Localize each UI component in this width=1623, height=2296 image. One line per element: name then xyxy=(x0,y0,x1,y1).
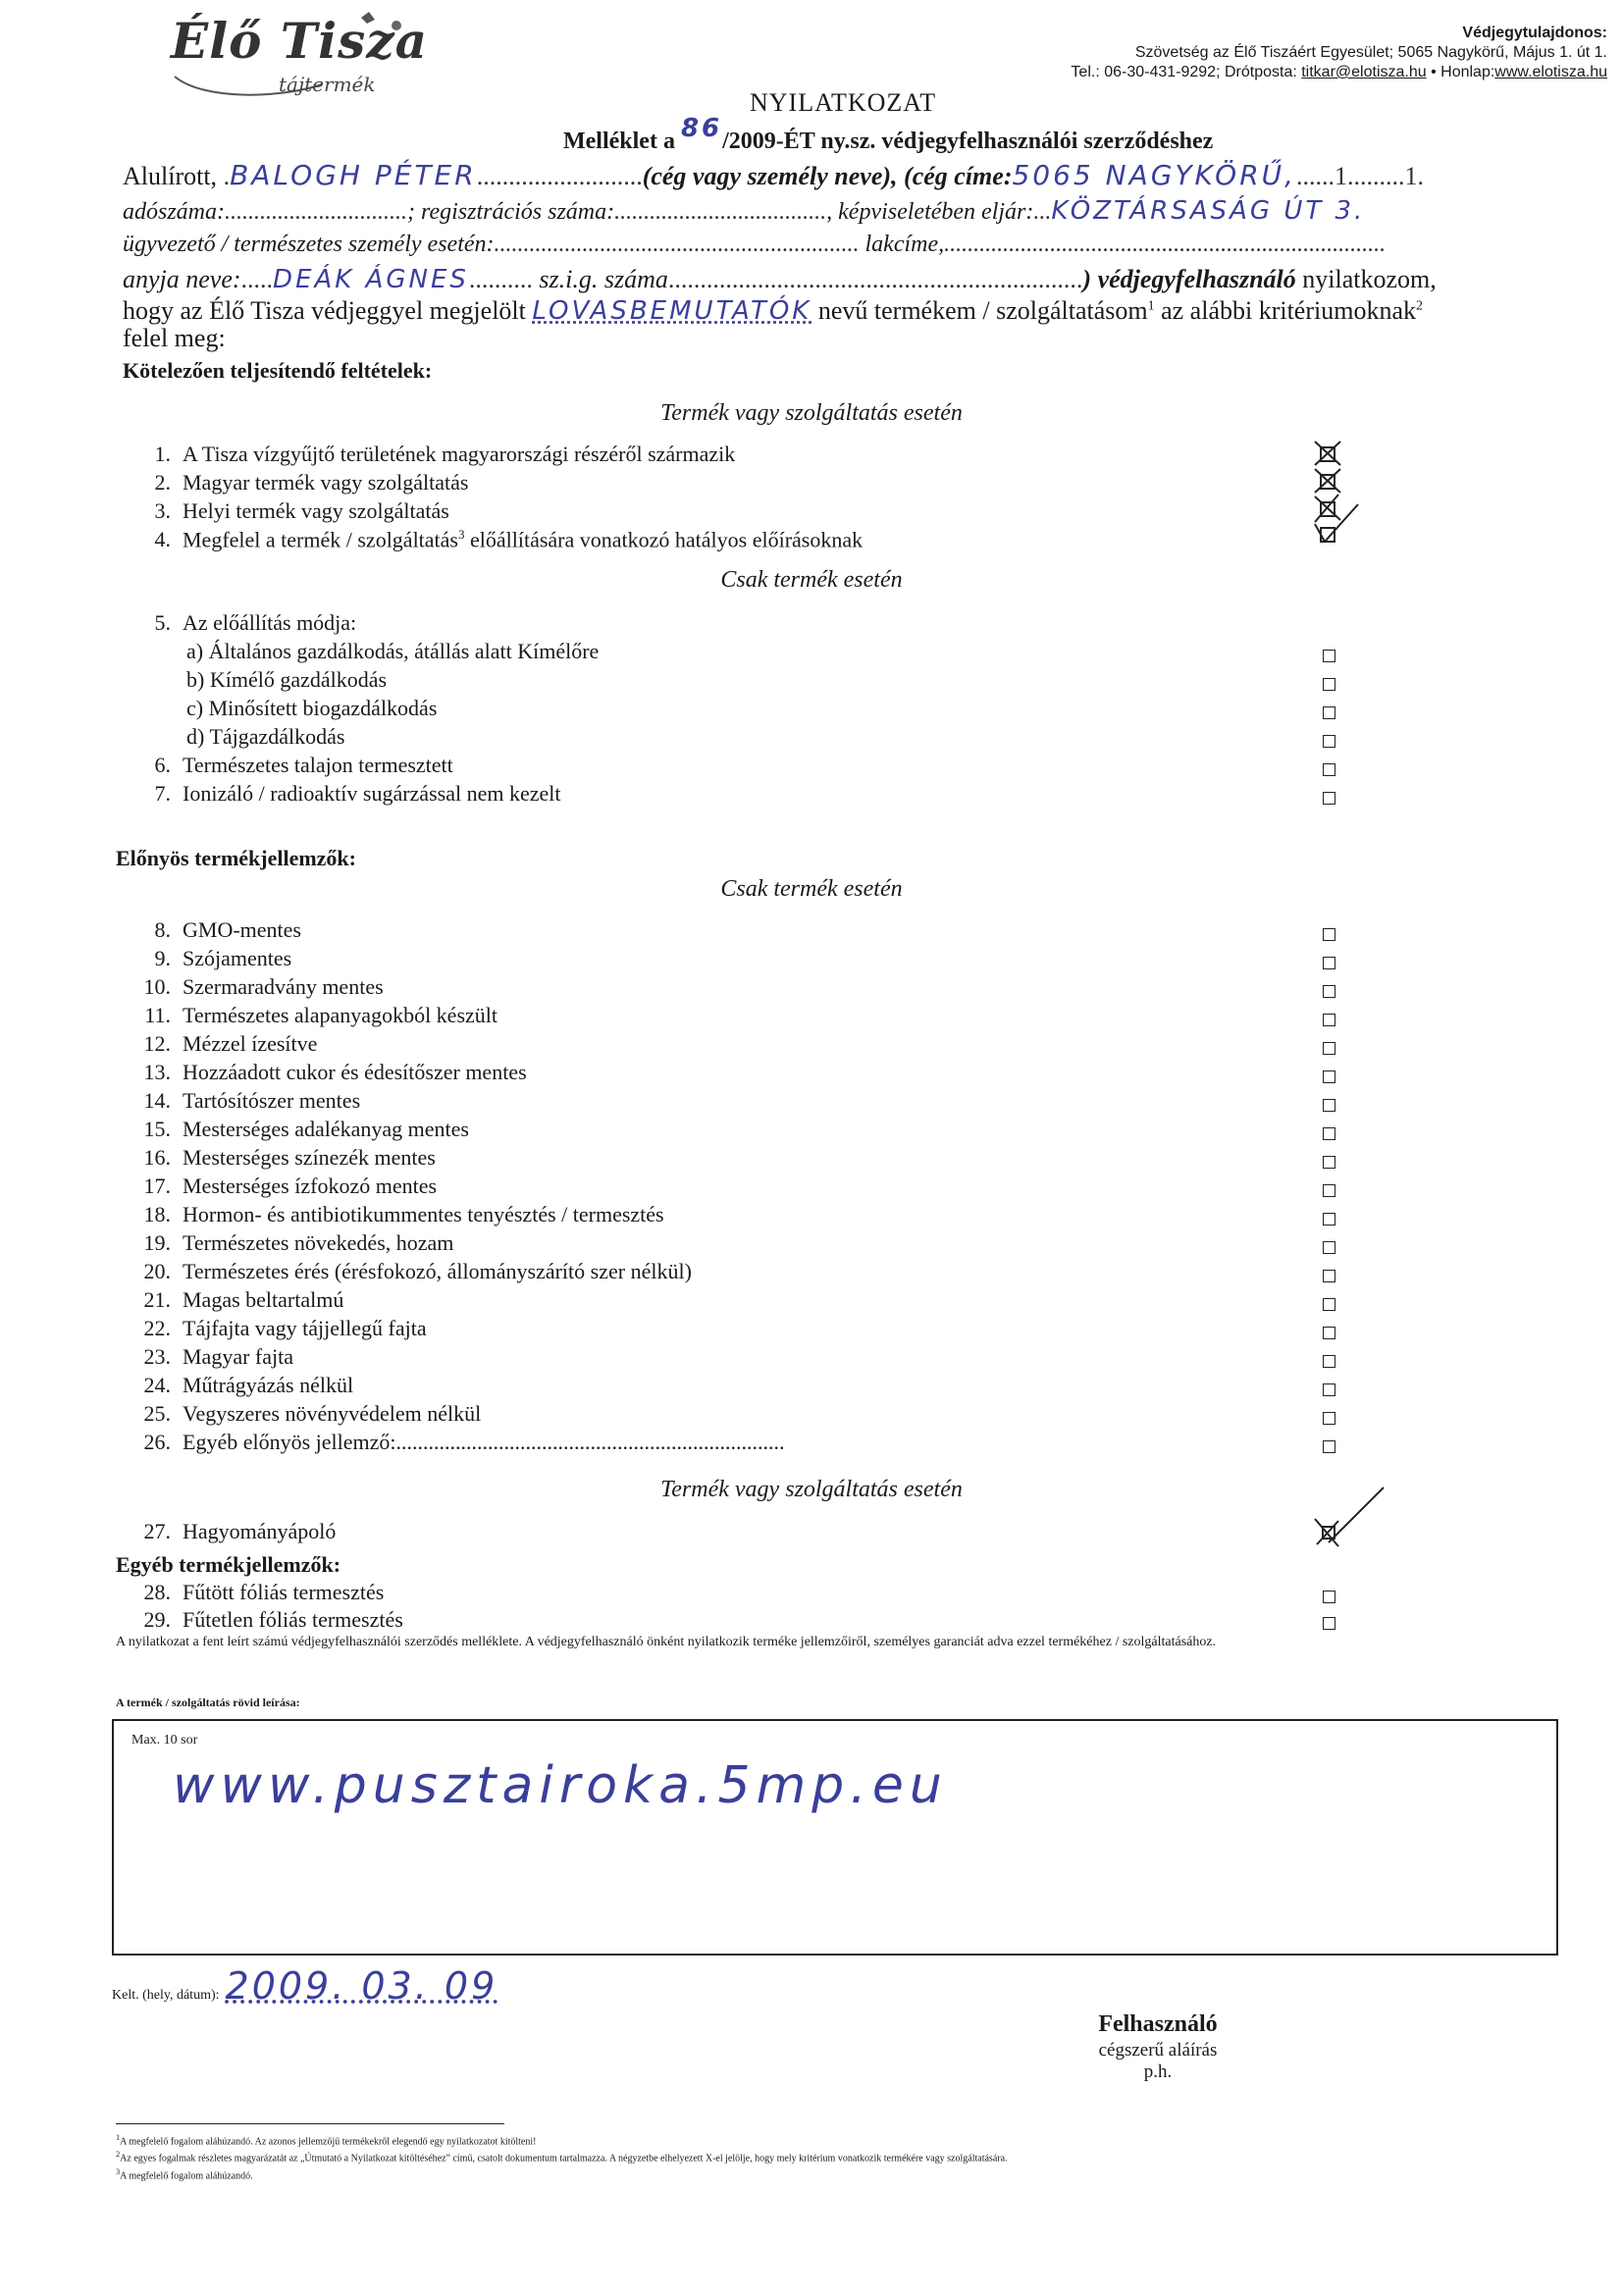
item-text: A Tisza vízgyűjtő területének magyarországi részéről származik xyxy=(183,442,736,466)
item-number: 28. xyxy=(143,1580,171,1604)
list-item xyxy=(116,1316,427,1341)
item-text: Mesterséges színezék mentes xyxy=(183,1145,436,1170)
checkbox-21[interactable] xyxy=(1323,1298,1335,1311)
checkbox-23[interactable] xyxy=(1323,1355,1335,1368)
declarant-line: Alulírott, .BALOGH PÉTER..........................(cég vagy személy neve), (cég címe:5065 NAGYKÖRŰ,......1.........1. xyxy=(123,159,1425,191)
item-text: Természetes alapanyagokból készült xyxy=(183,1003,497,1027)
list-item xyxy=(116,1580,384,1605)
list-item xyxy=(116,442,735,467)
item-number: 2. xyxy=(154,470,171,495)
list-item xyxy=(116,753,453,778)
item-number: 29. xyxy=(143,1607,171,1632)
label-kriteriumoknak: az alábbi kritériumoknak xyxy=(1154,296,1416,325)
item-text: Általános gazdálkodás, átállás alatt Kímélőre xyxy=(208,639,600,663)
checkbox-13[interactable] xyxy=(1323,1070,1335,1083)
checkbox-5a[interactable] xyxy=(1323,650,1335,662)
label-termekem: nevű termékem / szolgáltatásom xyxy=(812,296,1148,325)
list-item xyxy=(116,946,291,971)
list-item xyxy=(116,974,384,1000)
item-number: 26. xyxy=(143,1430,171,1454)
item-text: Tájfajta vagy tájjellegű fajta xyxy=(183,1316,427,1340)
list-item xyxy=(116,1344,293,1370)
doc-subtitle xyxy=(563,114,1214,155)
item-text: Fűtetlen fóliás termesztés xyxy=(183,1607,403,1632)
item-text: Tájgazdálkodás xyxy=(209,724,345,749)
item-text: Ionizáló / radioaktív sugárzással nem kezelt xyxy=(183,781,561,806)
item-text: GMO-mentes xyxy=(183,917,301,942)
footnote-ref-1: 1 xyxy=(1147,298,1155,314)
label-szig: sz.i.g. száma xyxy=(532,265,668,293)
signature-title: Felhasználó xyxy=(1098,2011,1218,2037)
list-item xyxy=(116,470,468,496)
subtitle-suffix: /2009-ÉT ny.sz. védjegyfelhasználói szerződéshez xyxy=(722,129,1214,154)
owner-web-link[interactable]: www.elotisza.hu xyxy=(1494,64,1607,80)
owner-contact xyxy=(1071,63,1607,82)
tax-line: adószáma:...............................; regisztrációs száma:...................................., képviseletében eljár:...KÖZTÁRSASÁG ÚT 3. xyxy=(123,196,1366,226)
footnote-sup: 2 xyxy=(116,2150,121,2160)
trademark-owner xyxy=(1071,24,1607,82)
label-regisztracios: ; regisztrációs száma: xyxy=(407,199,615,225)
item-number: 12. xyxy=(143,1031,171,1056)
item-number: 7. xyxy=(154,781,171,806)
list-item xyxy=(116,781,560,807)
list-item xyxy=(116,1607,403,1633)
item-text: Mézzel ízesítve xyxy=(183,1031,318,1056)
checkbox-7[interactable] xyxy=(1323,792,1335,805)
item-text: Kímélő gazdálkodás xyxy=(209,667,388,692)
list-item xyxy=(116,1202,664,1227)
checkbox-11[interactable] xyxy=(1323,1014,1335,1026)
section-product-or-service-2: Termék vagy szolgáltatás esetén xyxy=(660,1477,963,1502)
footnote-text: A megfelelő fogalom aláhúzandó. Az azonos jellemzőjű termékekről elegendő egy nyilatkozatot kitölteni! xyxy=(120,2136,537,2148)
item-number: 5. xyxy=(154,610,171,635)
owner-address: Szövetség az Élő Tiszáért Egyesület; 5065 Nagykörű, Május 1. út 1. xyxy=(1134,44,1607,61)
signature-line1: cégszerű aláírás xyxy=(1098,2040,1218,2061)
item-number: 4. xyxy=(154,527,171,552)
date-line xyxy=(112,1964,497,2008)
checkbox-25[interactable] xyxy=(1323,1412,1335,1425)
label-kepviselet: , képviseletében eljár: xyxy=(826,199,1034,225)
label-lakcime: lakcíme, xyxy=(859,232,945,257)
item-text: Fűtött fóliás termesztés xyxy=(183,1580,385,1604)
doc-title: NYILATKOZAT xyxy=(750,88,937,117)
item-text: Szermaradvány mentes xyxy=(183,974,384,999)
list-item xyxy=(116,1031,317,1057)
logo-wordmark: Élő Tisza xyxy=(171,12,429,70)
item-number: 25. xyxy=(143,1401,171,1426)
footnote-text: A megfelelő fogalom aláhúzandó. xyxy=(120,2169,253,2181)
section-mandatory: Kötelezően teljesítendő feltételek: xyxy=(123,358,433,383)
checkbox-12[interactable] xyxy=(1323,1042,1335,1055)
list-item xyxy=(116,1430,785,1455)
list-item xyxy=(116,1230,453,1256)
item-text: Mesterséges adalékanyag mentes xyxy=(183,1117,469,1141)
footnote-sup: 1 xyxy=(116,2133,121,2142)
section-product-or-service: Termék vagy szolgáltatás esetén xyxy=(660,400,963,426)
list-item xyxy=(186,667,387,693)
item-text: Természetes talajon termesztett xyxy=(183,753,453,777)
signature-block xyxy=(1060,2011,1256,2083)
checkbox-18[interactable] xyxy=(1323,1213,1335,1226)
checkbox-22[interactable] xyxy=(1323,1327,1335,1339)
handwritten-x-marks-icon xyxy=(1305,432,1364,569)
item-letter: a) xyxy=(186,639,204,663)
owner-title: Védjegytulajdonos: xyxy=(1462,25,1607,41)
description-hint: Max. 10 sor xyxy=(131,1733,198,1748)
item-number: 17. xyxy=(143,1174,171,1198)
item-letter: d) xyxy=(186,724,205,749)
production-method xyxy=(116,610,356,636)
description-label: A termék / szolgáltatás rövid leírása: xyxy=(116,1696,300,1709)
felel-meg-line: felel meg: xyxy=(123,324,226,352)
list-item xyxy=(116,1145,436,1171)
item-number: 22. xyxy=(143,1316,171,1340)
checkbox-15[interactable] xyxy=(1323,1127,1335,1140)
footnote-text: Az egyes fogalmak részletes magyarázatát az „Útmutató a Nyilatkozat kitöltéséhez” című, csatolt dokumentum tartalmazza. A négyzetbe elhelyezett X-el jelölje, hogy mely kritérium vonatkozik termékére vagy szolgáltatására. xyxy=(120,2153,1008,2165)
item-number: 9. xyxy=(154,946,171,970)
footnotes xyxy=(116,2131,1529,2182)
list-item xyxy=(116,1373,353,1398)
checkbox-8[interactable] xyxy=(1323,928,1335,941)
product-line xyxy=(123,296,1423,326)
label-vedjeggyel: hogy az Élő Tisza védjeggyel megjelölt xyxy=(123,296,533,325)
section-product-only: Csak termék esetén xyxy=(720,567,903,593)
handwritten-x-mark-icon xyxy=(1305,1480,1393,1548)
item-number: 3. xyxy=(154,498,171,523)
item-number: 6. xyxy=(154,753,171,777)
checkbox-19[interactable] xyxy=(1323,1241,1335,1254)
item-number: 20. xyxy=(143,1259,171,1283)
footnote-divider xyxy=(116,2123,504,2124)
company-street: KÖZTÁRSASÁG ÚT 3. xyxy=(1051,196,1366,226)
logo xyxy=(165,8,430,101)
item-text: Az előállítás módja: xyxy=(183,610,357,635)
item-number: 8. xyxy=(154,917,171,942)
description-value: www.pusztairoka.5mp.eu xyxy=(173,1756,948,1815)
contract-number: 86 xyxy=(680,114,723,143)
item-text: Megfelel a termék / szolgáltatás xyxy=(183,527,458,552)
item-number: 11. xyxy=(144,1003,171,1027)
owner-email-link[interactable]: titkar@elotisza.hu xyxy=(1301,64,1427,80)
list-item xyxy=(116,527,863,552)
checkbox-14[interactable] xyxy=(1323,1099,1335,1112)
checkbox-17[interactable] xyxy=(1323,1184,1335,1197)
label-alulirott: Alulírott, xyxy=(123,162,224,190)
section-advantageous: Előnyös termékjellemzők: xyxy=(116,846,356,870)
item-text: Műtrágyázás nélkül xyxy=(183,1373,354,1397)
item-number: 27. xyxy=(143,1519,171,1543)
manager-line: ügyvezető / természetes személy esetén:.............................................................. lakcíme,........................................................................... xyxy=(123,232,1387,257)
item-text: Mesterséges ízfokozó mentes xyxy=(183,1174,438,1198)
list-item xyxy=(116,1174,437,1199)
item-number: 23. xyxy=(143,1344,171,1369)
section-product-only-2: Csak termék esetén xyxy=(720,876,903,902)
item-text: Minősített biogazdálkodás xyxy=(208,696,438,720)
label-company-name: (cég vagy személy neve), (cég címe: xyxy=(642,162,1013,190)
checkbox-29[interactable] xyxy=(1323,1617,1335,1630)
item-number: 10. xyxy=(143,974,171,999)
list-item xyxy=(116,1259,692,1284)
item-text: Magas beltartalmú xyxy=(183,1287,344,1312)
item-number: 13. xyxy=(143,1060,171,1084)
footnote-1 xyxy=(116,2131,1529,2148)
checkbox-6[interactable] xyxy=(1323,763,1335,776)
item-text: Helyi termék vagy szolgáltatás xyxy=(183,498,449,523)
checkbox-5d[interactable] xyxy=(1323,735,1335,748)
item-text: Szójamentes xyxy=(183,946,292,970)
item-text: Tartósítószer mentes xyxy=(183,1088,361,1113)
item-number: 19. xyxy=(143,1230,171,1255)
item-text: Hozzáadott cukor és édesítőszer mentes xyxy=(183,1060,527,1084)
checkbox-5c[interactable] xyxy=(1323,706,1335,719)
label-nyilatkozom: nyilatkozom, xyxy=(1295,265,1437,293)
checkbox-26[interactable] xyxy=(1323,1440,1335,1453)
section-other: Egyéb termékjellemzők: xyxy=(116,1552,341,1577)
list-item xyxy=(116,1401,481,1427)
checkbox-9[interactable] xyxy=(1323,957,1335,969)
declarant-name: BALOGH PÉTER xyxy=(230,159,477,191)
list-item xyxy=(186,639,599,664)
footnote-sup: 3 xyxy=(116,2166,121,2176)
item-number: 21. xyxy=(143,1287,171,1312)
label-anyja-neve: anyja neve: xyxy=(123,265,241,293)
item-text: Természetes érés (érésfokozó, állományszárító szer nélkül) xyxy=(183,1259,692,1283)
item-text: Egyéb előnyös jellemző:........................................................................ xyxy=(183,1430,785,1454)
checkbox-10[interactable] xyxy=(1323,985,1335,998)
label-vedjegyfelhasznalo: ) védjegyfelhasználó xyxy=(1082,265,1296,293)
list-item xyxy=(116,498,449,524)
item-text-cont: előállítására vonatkozó hatályos előírásoknak xyxy=(464,527,864,552)
checkbox-24[interactable] xyxy=(1323,1383,1335,1396)
footnote-ref-2: 2 xyxy=(1416,298,1423,314)
item-number: 1. xyxy=(154,442,171,466)
mother-line: anyja neve:.....DEÁK ÁGNES.......... sz.i.g. száma.................................................................) védjegyfelhasználó nyilatkozom, xyxy=(123,265,1437,294)
item-text: Hormon- és antibiotikummentes tenyésztés / termesztés xyxy=(183,1202,664,1226)
item-letter: b) xyxy=(186,667,205,692)
list-item xyxy=(186,724,345,750)
footnote-3 xyxy=(116,2166,1529,2182)
date-value: 2009. 03. 09 xyxy=(225,1964,498,2008)
item-number: 14. xyxy=(143,1088,171,1113)
closing-text: A nyilatkozat a fent leírt számú védjegyfelhasználói szerződés melléklete. A védjegyfelhasználó önként nyilatkozik terméke jellemzőiről, személyes garanciát adva ezzel termékéhez / szolgáltatásához. xyxy=(116,1635,1217,1649)
product-name: LOVASBEMUTATÓK xyxy=(532,296,812,326)
footnote-2 xyxy=(116,2148,1529,2165)
list-item xyxy=(116,1003,497,1028)
owner-phone: Tel.: 06-30-431-9292; Drótposta: xyxy=(1071,64,1302,80)
item-number: 15. xyxy=(143,1117,171,1141)
list-item xyxy=(116,1117,469,1142)
label-ugyvezeto: ügyvezető / természetes személy esetén: xyxy=(123,232,495,257)
checkbox-16[interactable] xyxy=(1323,1156,1335,1169)
item-text: Hagyományápoló xyxy=(183,1519,337,1543)
item-text: Természetes növekedés, hozam xyxy=(183,1230,454,1255)
list-item xyxy=(116,917,301,943)
mother-name: DEÁK ÁGNES xyxy=(273,265,469,294)
label-adoszama: adószáma: xyxy=(123,199,226,225)
item-number: 18. xyxy=(143,1202,171,1226)
subtitle-prefix: Melléklet a xyxy=(563,129,681,154)
date-label: Kelt. (hely, dátum): xyxy=(112,1988,220,2003)
item-text: Vegyszeres növényvédelem nélkül xyxy=(183,1401,482,1426)
list-item xyxy=(186,696,437,721)
item-text: Magyar termék vagy szolgáltatás xyxy=(183,470,469,495)
checkbox-28[interactable] xyxy=(1323,1591,1335,1603)
item-number: 24. xyxy=(143,1373,171,1397)
list-item xyxy=(116,1287,343,1313)
description-box[interactable] xyxy=(112,1719,1558,1956)
item-text: Magyar fajta xyxy=(183,1344,293,1369)
logo-subtitle: tájtermék xyxy=(279,73,376,96)
list-item xyxy=(116,1519,336,1544)
item-number: 16. xyxy=(143,1145,171,1170)
signature-line2: p.h. xyxy=(1143,2061,1173,2082)
checkbox-5b[interactable] xyxy=(1323,678,1335,691)
list-item xyxy=(116,1088,360,1114)
item-letter: c) xyxy=(186,696,204,720)
checkbox-20[interactable] xyxy=(1323,1270,1335,1282)
company-address: 5065 NAGYKÖRŰ, xyxy=(1012,159,1297,191)
owner-web-label: • Honlap: xyxy=(1426,64,1495,80)
footnote-ref-3: 3 xyxy=(458,527,465,542)
list-item xyxy=(116,1060,527,1085)
